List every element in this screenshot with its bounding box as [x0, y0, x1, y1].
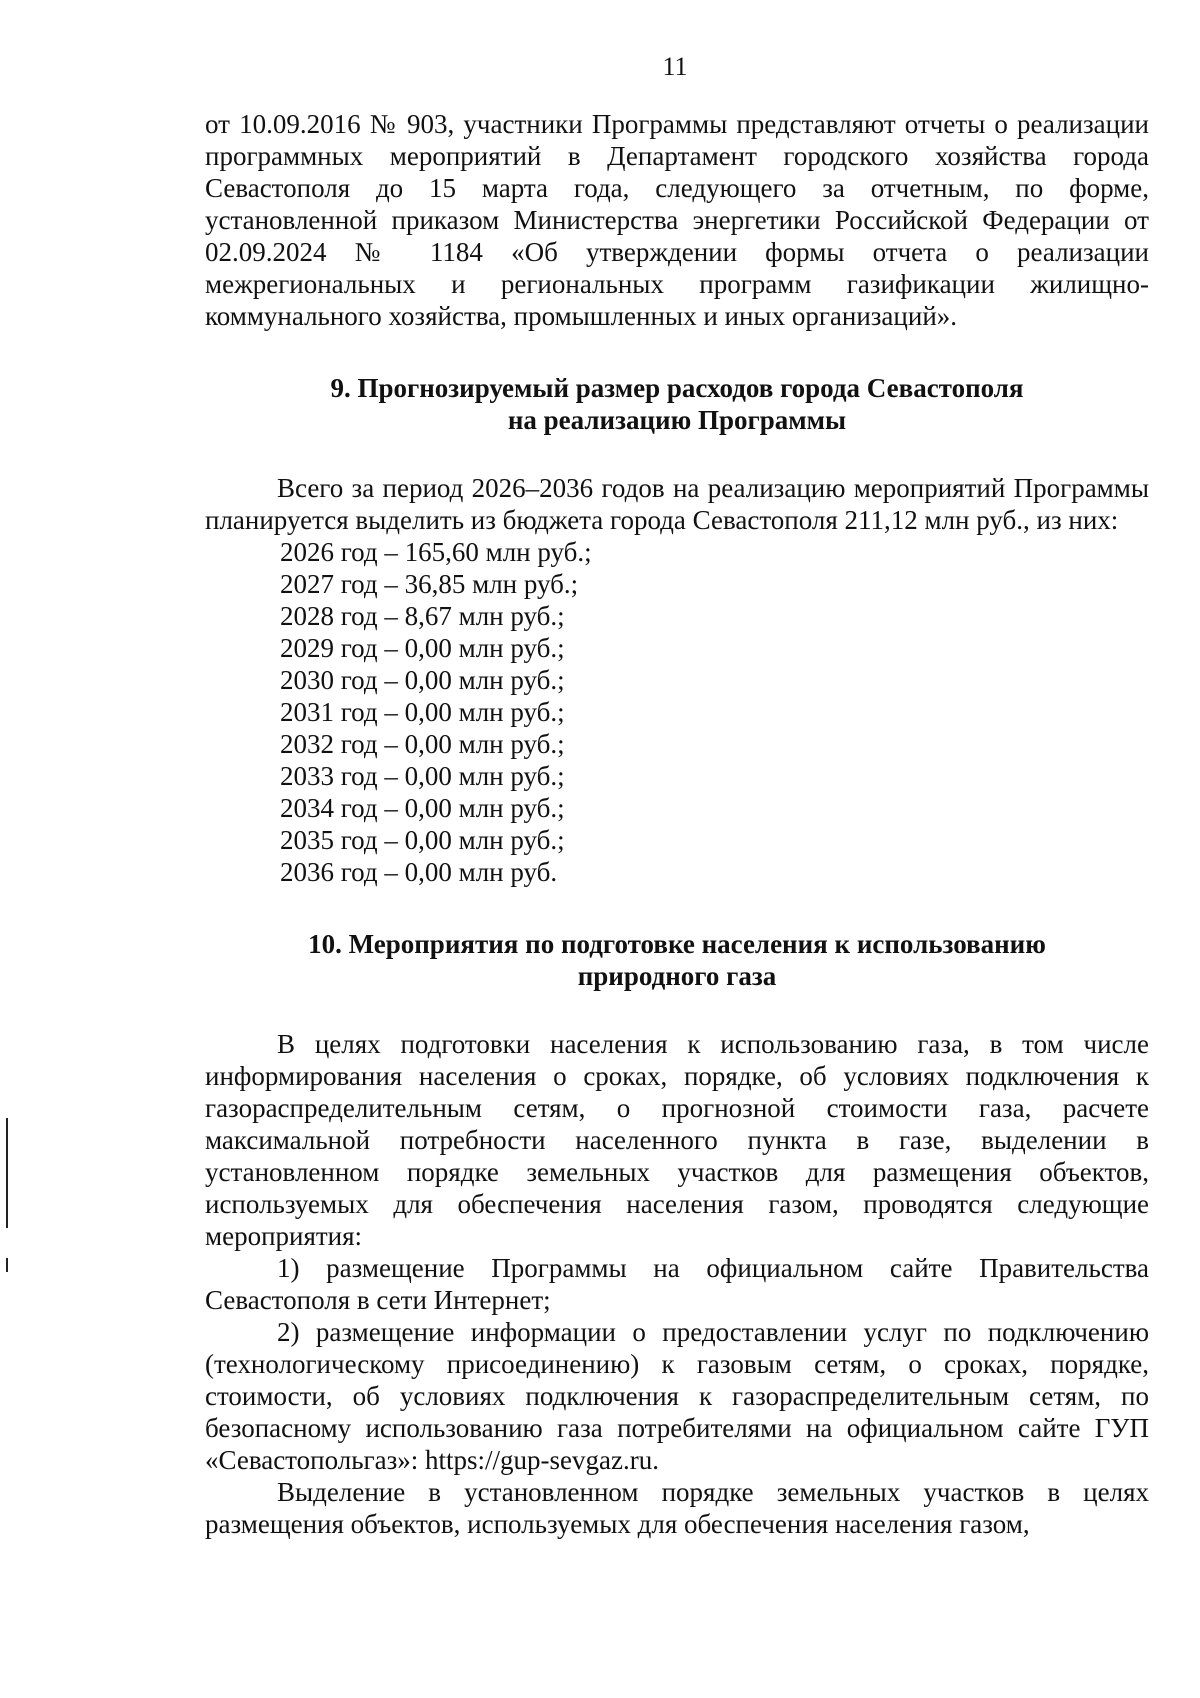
- document-body: [205, 108, 1149, 1540]
- list-item: 2026 год – 165,60 млн руб.;: [280, 537, 592, 567]
- list-item: 2028 год – 8,67 млн руб.;: [280, 601, 565, 631]
- list-item: 2027 год – 36,85 млн руб.;: [280, 569, 579, 599]
- list-item: 2035 год – 0,00 млн руб.;: [280, 825, 565, 855]
- list-item: 2032 год – 0,00 млн руб.;: [280, 729, 565, 759]
- list-item: 2031 год – 0,00 млн руб.;: [280, 697, 565, 727]
- list-item: 2034 год – 0,00 млн руб.;: [280, 793, 565, 823]
- list-item: 2029 год – 0,00 млн руб.;: [280, 633, 565, 663]
- margin-change-bar-short: [6, 1258, 8, 1272]
- section-10-paragraph-1: В целях подготовки населения к использованию газа, в том числе информирования населения о сроках, порядке, об условиях подключения к газораспределительным сетям, о прогнозной стоимости газа, расчете максимальной потребности населенного пункта в газе, выделении в установленном порядке земельных участков для размещения объектов, используемых для обеспечения населения газом, проводятся следующие мероприятия:: [205, 1029, 1149, 1251]
- margin-change-bar: [6, 1118, 8, 1228]
- list-item: 2036 год – 0,00 млн руб.: [280, 857, 558, 887]
- section-10-title-line-2: природного газа: [577, 961, 777, 991]
- intro-paragraph: от 10.09.2016 № 903, участники Программы представляют отчеты о реализации программных мероприятий в Департамент городского хозяйства города Севастополя до 15 марта года, следующего за отчетным, по форме, установленной приказом Министерства энергетики Российской Федерации от 02.09.2024 № 1184 «Об утверждении формы отчета о реализации межрегиональных и региональных программ газификации жилищно-коммунального хозяйства, промышленных и иных организаций».: [205, 109, 1149, 331]
- budget-by-year-list: [205, 536, 1149, 888]
- section-10-item-1: 1) размещение Программы на официальном сайте Правительства Севастополя в сети Интернет;: [205, 1253, 1149, 1315]
- section-10-paragraph-2: Выделение в установленном порядке земельных участков в целях размещения объектов, используемых для обеспечения населения газом,: [205, 1477, 1149, 1539]
- section-9-paragraph: Всего за период 2026–2036 годов на реализацию мероприятий Программы планируется выделить из бюджета города Севастополя 211,12 млн руб., из них:: [205, 473, 1149, 535]
- list-item: 2030 год – 0,00 млн руб.;: [280, 665, 565, 695]
- section-10-title-line-1: 10. Мероприятия по подготовке населения к использованию: [308, 929, 1046, 959]
- section-10-item-2: 2) размещение информации о предоставлении услуг по подключению (технологическому присоединению) к газовым сетям, о сроках, порядке, стоимости, об условиях подключения к газораспределительным сетям, по безопасному использованию газа потребителями на официальном сайте ГУП «Севастопольгаз»: https://gup-sevgaz.ru.: [205, 1317, 1149, 1475]
- page-number: 11: [662, 52, 688, 81]
- section-9-title-line-1: 9. Прогнозируемый размер расходов города Севастополя: [330, 373, 1024, 403]
- section-9-title-line-2: на реализацию Программы: [507, 405, 847, 435]
- list-item: 2033 год – 0,00 млн руб.;: [280, 761, 565, 791]
